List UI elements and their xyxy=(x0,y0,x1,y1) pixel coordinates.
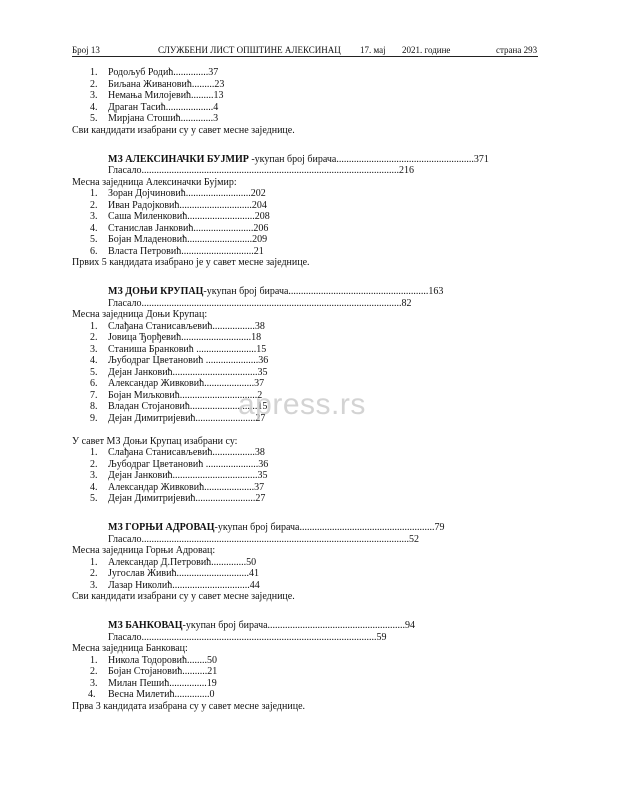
section-label: Месна заједница Алексиначки Бујмир: xyxy=(72,176,237,188)
list-item: 4. Љубодраг Цветановић .....................36 xyxy=(90,355,269,366)
section-heading: МЗ БАНКОВАЦ-укупан број бирача.......................................................94 xyxy=(108,620,416,631)
section-note: Прва 3 кандидата изабрана су у савет месне заједнице. xyxy=(72,700,306,712)
list-item: 5. Дејан Јанковић..................................35 xyxy=(90,366,268,378)
list-item: 9. Дејан Димитријевић........................27 xyxy=(90,412,266,424)
list-item: 6. Александар Живковић....................37 xyxy=(90,378,265,389)
list-item: 7. Бојан Миљковић...............................2 xyxy=(90,389,263,401)
intro-note: Сви кандидати изабрани су у савет месне заједнице. xyxy=(72,124,295,136)
voted-count: Гласало..............................................................................................59 xyxy=(108,631,387,643)
section-bankovac xyxy=(72,620,542,712)
voted-count: Гласало........................................................................................................82 xyxy=(108,297,412,309)
page-header xyxy=(72,44,538,57)
list-item: 5. Бојан Младеновић..........................209 xyxy=(90,234,268,245)
list-item: 3. Дејан Јанковић..................................35 xyxy=(90,470,268,481)
list-item: 2. Југослав Живић.............................41 xyxy=(90,568,259,579)
voted-count: Гласало.......................................................................................................216 xyxy=(108,165,415,176)
list-item: 5. Дејан Димитријевић........................27 xyxy=(90,493,266,504)
section-label: Месна заједница Банковац: xyxy=(72,643,188,654)
list-item: 3. Лазар Николић...............................44 xyxy=(90,579,260,591)
list-item: 1. Александар Д.Петровић..............50 xyxy=(90,556,257,568)
elected-label: У савет МЗ Доњи Крупац изабрани су: xyxy=(72,435,238,447)
list-item: 5. Мирјана Стошић.............3 xyxy=(90,113,219,124)
list-item: 3. Милан Пешић...............19 xyxy=(90,677,217,689)
list-item: 3. Станиша Бранковић ........................15 xyxy=(90,343,267,355)
list-item: 8. Владан Стојановић...........................15 xyxy=(90,401,268,412)
list-item: 3. Саша Миленковић...........................208 xyxy=(90,211,270,222)
intro-list xyxy=(72,67,542,125)
section-label: Месна заједница Горњи Адровац: xyxy=(72,545,216,556)
section-note: Сви кандидати изабрани су у савет месне заједнице. xyxy=(72,591,295,602)
list-item: 3. Немања Милојевић.........13 xyxy=(90,90,224,101)
list-item: 1. Слађана Станисављевић.................38 xyxy=(90,447,265,458)
list-item: 1. Родољуб Родић..............37 xyxy=(90,67,219,78)
list-item: 1. Зоран Дојчиновић..........................202 xyxy=(90,188,266,199)
watermark: apress.rs xyxy=(238,388,366,421)
section-heading: МЗ АЛЕКСИНАЧКИ БУЈМИР -укупан број бирача.......................................................371 xyxy=(108,153,489,165)
list-item: 1. Никола Тодоровић........50 xyxy=(90,654,217,666)
list-item: 4. Драган Тасић...................4 xyxy=(90,101,219,113)
list-item: 4. Александар Живковић....................37 xyxy=(90,481,265,493)
section-aleksinacki-bujmir xyxy=(72,154,542,269)
voted-count: Гласало...........................................................................................................52 xyxy=(108,533,420,545)
list-item: 4. Весна Милетић..............0 xyxy=(88,689,215,700)
page-number: страна 293 xyxy=(496,45,538,55)
list-item: 6. Власта Петровић.............................21 xyxy=(90,245,264,257)
publication-title: СЛУЖБЕНИ ЛИСТ ОПШТИНЕ АЛЕКСИНАЦ xyxy=(158,45,341,55)
issue-year: 2021. године xyxy=(402,45,451,55)
issue-date: 17. мај xyxy=(360,45,386,55)
section-heading: МЗ ГОРЊИ АДРОВАЦ-укупан број бирача......................................................79 xyxy=(108,522,445,533)
list-item: 4. Станислав Јанковић........................206 xyxy=(90,222,269,234)
issue-number: Број 13 xyxy=(72,45,100,55)
section-label: Месна заједница Доњи Крупац: xyxy=(72,309,208,320)
section-heading: МЗ ДОЊИ КРУПАЦ-укупан број бирача........................................................163 xyxy=(108,286,444,297)
list-item: 2. Јовица Ђорђевић............................18 xyxy=(90,332,262,343)
list-item: 2. Биљана Живановић.........23 xyxy=(90,78,225,90)
section-note: Првих 5 кандидата изабрано је у савет месне заједнице. xyxy=(72,257,310,268)
list-item: 2. Бојан Стојановић..........21 xyxy=(90,666,218,677)
list-item: 1. Слађана Станисављевић.................38 xyxy=(90,320,265,332)
list-item: 2. Иван Радојковић.............................204 xyxy=(90,199,267,211)
list-item: 2. Љубодраг Цветановић .....................36 xyxy=(90,458,269,470)
section-gornji-adrovac xyxy=(72,522,542,603)
